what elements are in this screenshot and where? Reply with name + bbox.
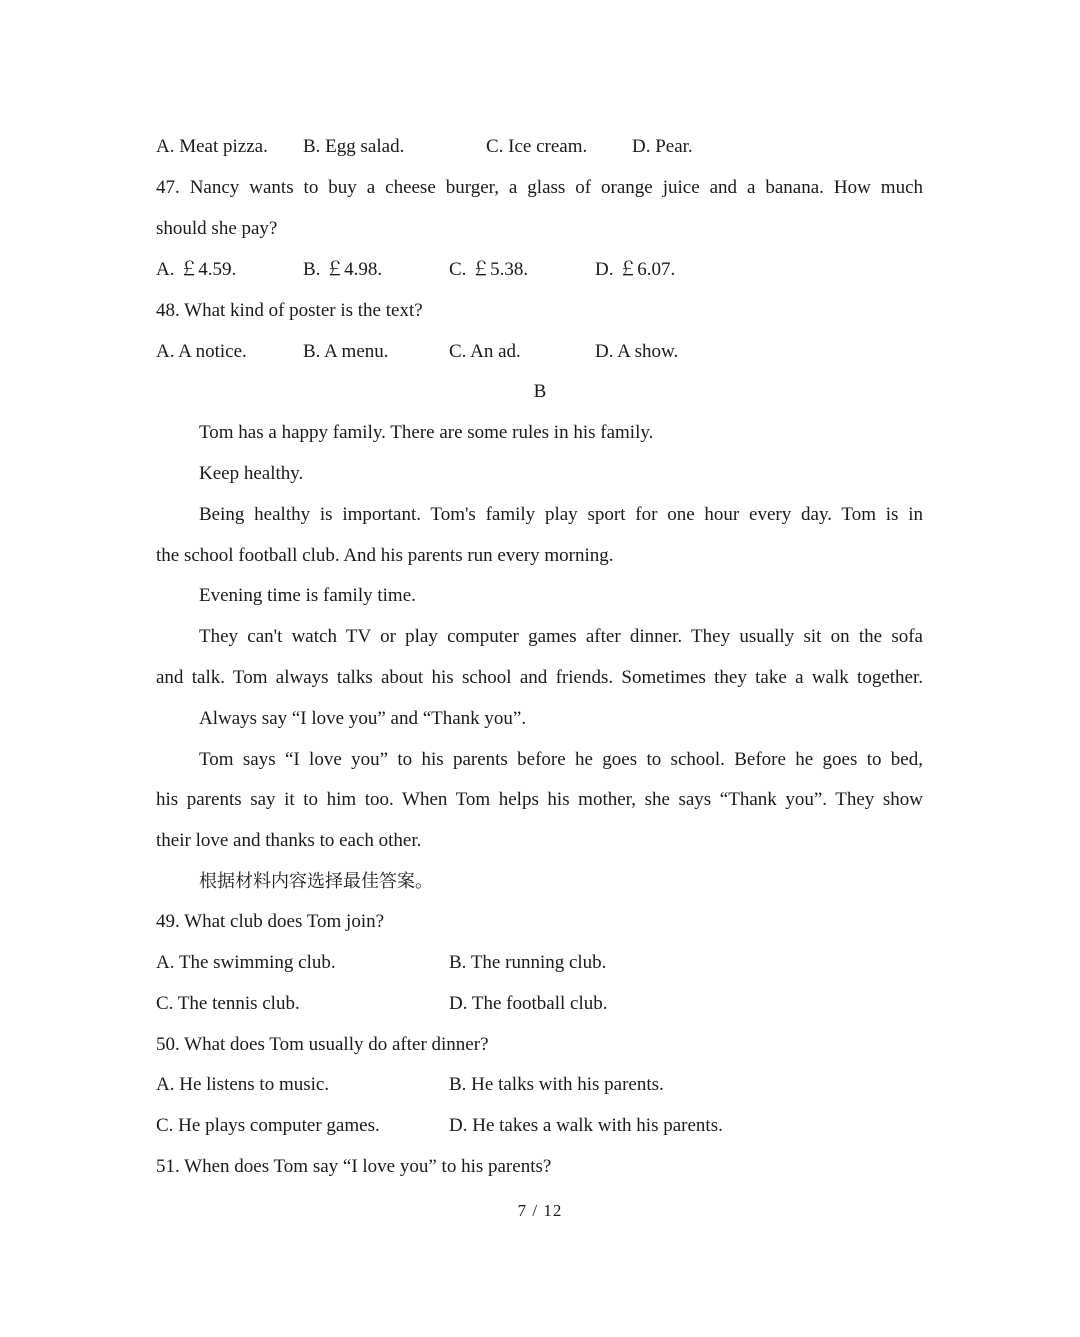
q50-options-row-1: [156, 1071, 923, 1099]
passage-rule-2-heading: Evening time is family time.: [199, 585, 416, 606]
passage-rule-1-line-2: the school football club. And his parents run every morning.: [156, 545, 614, 566]
passage-rule-3-heading: Always say “I love you” and “Thank you”.: [199, 708, 527, 729]
passage-rule-2-line-2: and talk. Tom always talks about his school and friends. Sometimes they take a walk together.: [156, 667, 923, 688]
q50-question: 50. What does Tom usually do after dinner?: [156, 1034, 489, 1055]
q48-option-c: C. An ad.: [449, 341, 521, 362]
passage-rule-3-line-2: his parents say it to him too. When Tom helps his mother, she says “Thank you”. They show: [156, 789, 923, 810]
q50-option-c: C. He plays computer games.: [156, 1115, 380, 1136]
passage-rule-3-line-3: their love and thanks to each other.: [156, 830, 422, 851]
passage-rule-3-line-1: Tom says “I love you” to his parents before he goes to school. Before he goes to bed,: [199, 749, 923, 770]
instruction-text: 根据材料内容选择最佳答案。: [199, 871, 433, 892]
q48-option-d: D. A show.: [595, 341, 679, 362]
q50-option-d: D. He takes a walk with his parents.: [449, 1115, 723, 1136]
q48-option-b: B. A menu.: [303, 341, 389, 362]
q49-option-a: A. The swimming club.: [156, 952, 336, 973]
q46-option-d: D. Pear.: [632, 136, 693, 157]
q51-question: 51. When does Tom say “I love you” to his parents?: [156, 1156, 552, 1177]
q47-question-line-1: 47. Nancy wants to buy a cheese burger, a glass of orange juice and a banana. How much: [156, 177, 923, 198]
q46-options: [156, 133, 923, 161]
q49-option-c: C. The tennis club.: [156, 993, 300, 1014]
q49-option-b: B. The running club.: [449, 952, 607, 973]
section-b-heading: B: [533, 381, 547, 402]
q47-option-b: B. ￡4.98.: [303, 259, 383, 280]
q48-options: [156, 338, 923, 366]
q46-option-c: C. Ice cream.: [486, 136, 588, 157]
q50-options-row-2: [156, 1112, 923, 1140]
q49-question: 49. What club does Tom join?: [156, 911, 385, 932]
q46-option-a: A. Meat pizza.: [156, 136, 268, 157]
q49-option-d: D. The football club.: [449, 993, 608, 1014]
q49-options-row-2: [156, 990, 923, 1018]
passage-rule-2-line-1: They can't watch TV or play computer games after dinner. They usually sit on the sofa: [199, 626, 923, 647]
page-number: 7 / 12: [517, 1201, 563, 1220]
q47-option-d: D. ￡6.07.: [595, 259, 676, 280]
q50-option-b: B. He talks with his parents.: [449, 1074, 664, 1095]
q47-question-line-2: should she pay?: [156, 218, 278, 239]
passage-rule-1-heading: Keep healthy.: [199, 463, 304, 484]
passage-intro: Tom has a happy family. There are some rules in his family.: [199, 422, 654, 443]
q49-options-row-1: [156, 949, 923, 977]
passage-rule-1-line-1: Being healthy is important. Tom's family play sport for one hour every day. Tom is in: [199, 504, 923, 525]
q47-options: [156, 256, 923, 284]
q48-question: 48. What kind of poster is the text?: [156, 300, 423, 321]
q47-option-a: A. ￡4.59.: [156, 259, 237, 280]
q47-option-c: C. ￡5.38.: [449, 259, 529, 280]
q48-option-a: A. A notice.: [156, 341, 247, 362]
q46-option-b: B. Egg salad.: [303, 136, 405, 157]
q50-option-a: A. He listens to music.: [156, 1074, 330, 1095]
